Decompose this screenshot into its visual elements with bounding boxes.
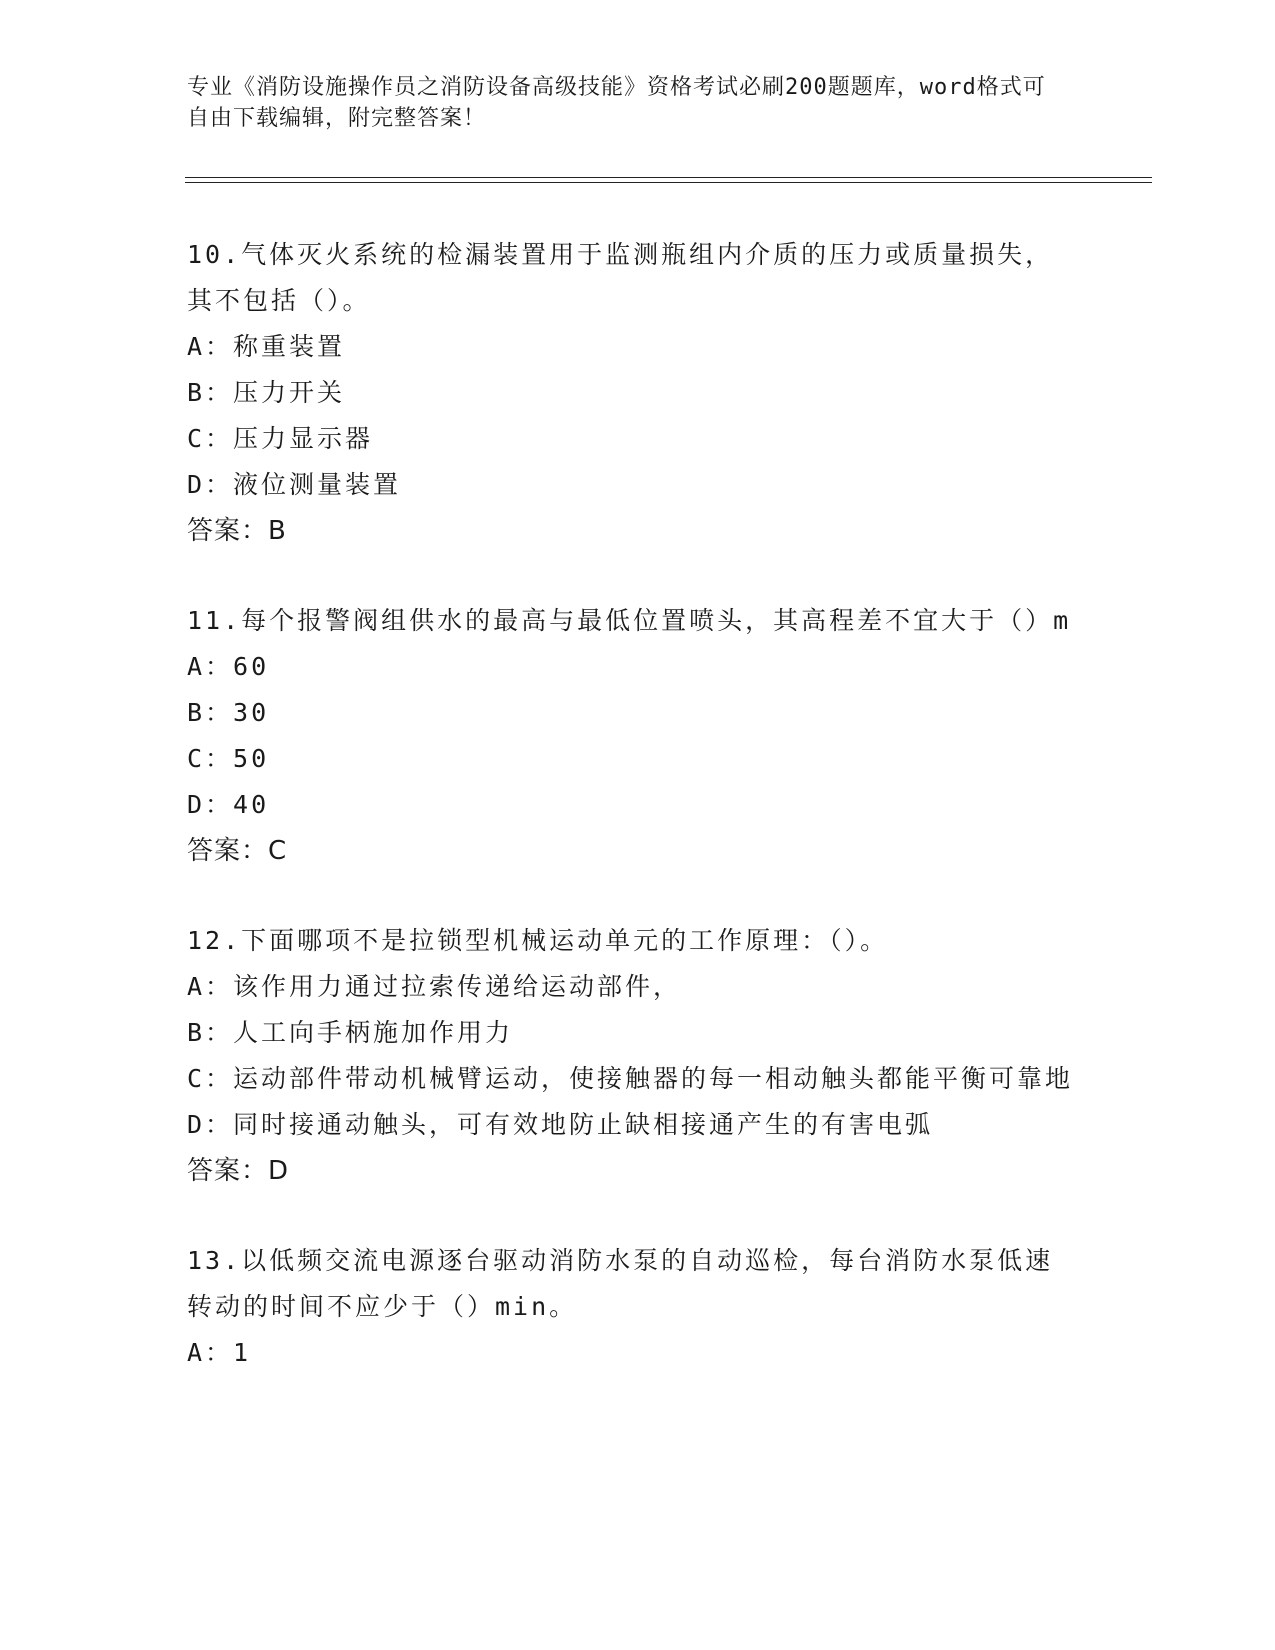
option-b: B：30 bbox=[187, 698, 270, 727]
question-11 bbox=[187, 598, 1077, 874]
option-a: A：称重装置 bbox=[187, 332, 346, 361]
option-d: D：40 bbox=[187, 790, 270, 819]
question-stem: 10.气体灭火系统的检漏装置用于监测瓶组内介质的压力或质量损失，其不包括（）。 bbox=[187, 240, 1054, 315]
question-10 bbox=[187, 232, 1077, 554]
question-stem: 13.以低频交流电源逐台驱动消防水泵的自动巡检，每台消防水泵低速转动的时间不应少于（）min。 bbox=[187, 1246, 1054, 1321]
question-spacer bbox=[187, 554, 1077, 598]
answer-label: 答案：D bbox=[187, 1156, 290, 1186]
option-b: B：压力开关 bbox=[187, 378, 346, 407]
option-a: A：该作用力通过拉索传递给运动部件， bbox=[187, 972, 682, 1001]
question-list bbox=[187, 232, 1077, 1376]
option-a: A：60 bbox=[187, 652, 270, 681]
header-divider-bottom bbox=[185, 182, 1152, 183]
question-spacer bbox=[187, 1194, 1077, 1238]
option-c: C：压力显示器 bbox=[187, 424, 374, 453]
question-stem: 11.每个报警阀组供水的最高与最低位置喷头，其高程差不宜大于（）m bbox=[187, 606, 1072, 635]
option-d: D：同时接通动触头，可有效地防止缺相接通产生的有害电弧 bbox=[187, 1110, 934, 1139]
answer-label: 答案：B bbox=[187, 516, 287, 546]
option-c: C：运动部件带动机械臂运动，使接触器的每一相动触头都能平衡可靠地 bbox=[187, 1064, 1074, 1093]
answer-label: 答案：C bbox=[187, 836, 288, 866]
question-12 bbox=[187, 918, 1077, 1194]
option-b: B：人工向手柄施加作用力 bbox=[187, 1018, 514, 1047]
option-a: A：1 bbox=[187, 1338, 252, 1367]
question-spacer bbox=[187, 874, 1077, 918]
header-divider-top bbox=[185, 177, 1152, 178]
question-stem: 12.下面哪项不是拉锁型机械运动单元的工作原理：（）。 bbox=[187, 926, 889, 955]
option-d: D：液位测量装置 bbox=[187, 470, 402, 499]
document-header: 专业《消防设施操作员之消防设备高级技能》资格考试必刷200题题库，word格式可自由下载编辑，附完整答案！ bbox=[187, 75, 1046, 131]
question-13 bbox=[187, 1238, 1077, 1376]
option-c: C：50 bbox=[187, 744, 270, 773]
